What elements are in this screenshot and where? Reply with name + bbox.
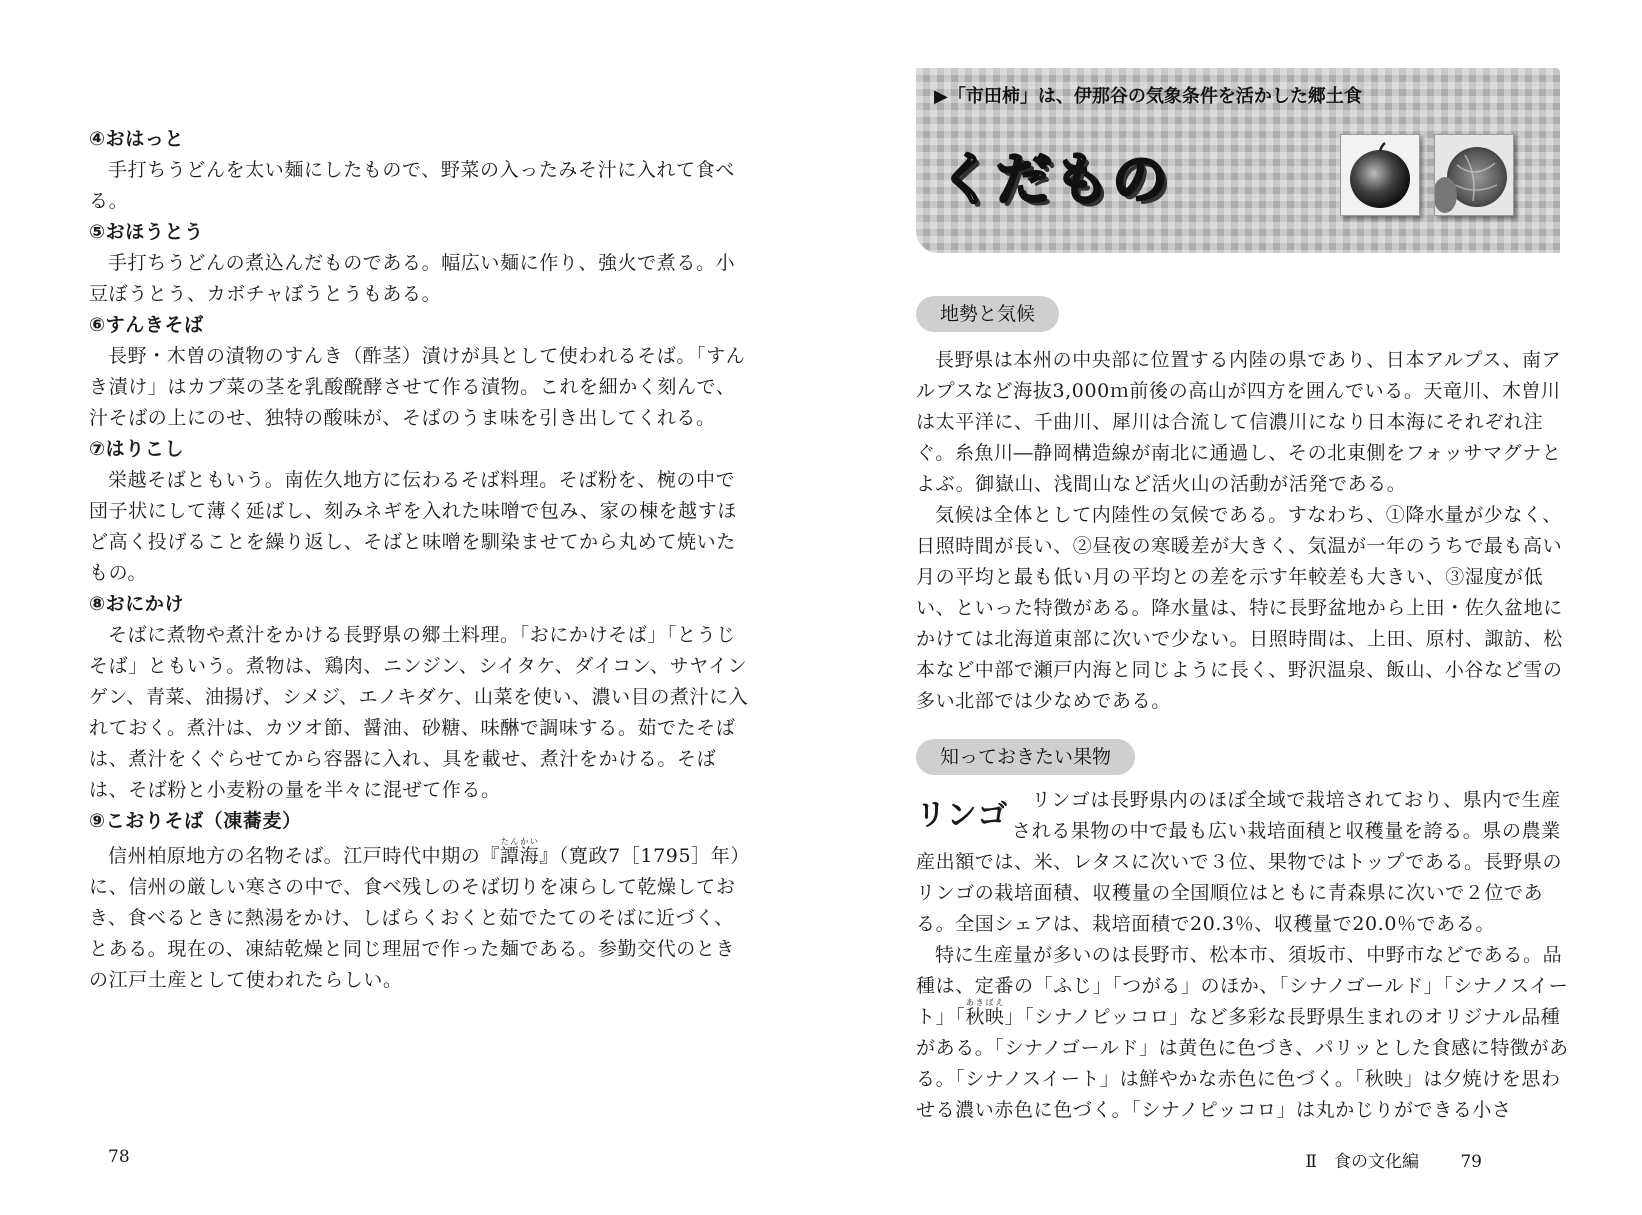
ruby-akibae xyxy=(965,998,1005,1028)
dried-persimmon-photo-icon xyxy=(1434,134,1514,216)
apple-photo-icon xyxy=(1340,134,1420,216)
left-page-content xyxy=(89,124,749,996)
item-ohatto xyxy=(89,124,749,217)
chapter-banner xyxy=(916,68,1560,253)
item-title: ⑥すんきそば xyxy=(89,314,204,336)
banner-subtitle: ▶「市田柿」は、伊那谷の気象条件を活かした郷土食 xyxy=(934,86,1362,107)
section-label: Ⅱ 食の文化編 xyxy=(1305,1152,1419,1172)
terrain-paragraph: 長野県は本州の中央部に位置する内陸の県であり、日本アルプス、南アルプスなど海抜3,000ｍ前後の高山が四方を囲んでいる。天竜川、木曽川は太平洋に、千曲川、犀川は合流して信濃川になり日本海にそれぞれ注ぐ。糸魚川―静岡構造線が南北に通過し、その北東側をフォッサマグナとよぶ。御嶽山、浅間山など活火山の活動が活発である。 xyxy=(916,349,1562,495)
item-title: ⑧おにかけ xyxy=(89,593,185,615)
section-heading-terrain-climate: 地勢と気候 xyxy=(916,296,1059,332)
ruby-base: 秋映 xyxy=(965,1006,1005,1028)
item-title: ⑨こおりそば（凍蕎麦） xyxy=(89,810,302,832)
ruby-tankai xyxy=(500,837,540,867)
item-title: ④おはっと xyxy=(89,128,185,150)
item-harikoshi xyxy=(89,434,749,589)
item-text: 栄越そばともいう。南佐久地方に伝わるそば料理。そば粉を、椀の中で団子状にして薄く延ばし、刻みネギを入れた味噌で包み、家の棟を越すほど高く投げることを繰り返し、そばと味噌を馴染ませてから丸めて焼いたもの。 xyxy=(89,469,737,584)
page-number-left: 78 xyxy=(108,1147,130,1167)
text-segment: リンゴは長野県内のほぼ全域で栽培されており、県内で生産される果物の中で最も広い栽培面積と収穫量を誇る。県の農業産出額では、米、レタスに次いで３位、果物ではトップである。長野県のリンゴの栽培面積、収穫量の全国順位はともに青森県に次いで２位である。全国シェアは、栽培面積で20.3％、収穫量で20.0％である。 xyxy=(916,789,1563,935)
ruby-base: 譚海 xyxy=(500,845,540,867)
text-segment: 特に生産量が多いのは長野市、松本市、須坂市、中野市などである。品種は、定番の「ふじ」「つがる」のほか、「シナノゴールド」「シナノスイート」「 xyxy=(916,944,1569,1028)
folio-right xyxy=(1305,1147,1482,1172)
item-koorisoba xyxy=(89,806,749,996)
text-segment: 信州柏原地方の名物そば。江戸時代中期の『 xyxy=(108,845,501,867)
banner-title: くだもの xyxy=(938,148,1170,213)
item-text: 手打ちうどんを太い麺にしたもので、野菜の入ったみそ汁に入れて食べる。 xyxy=(89,159,735,212)
item-onikake xyxy=(89,589,749,806)
item-text xyxy=(89,837,749,996)
apple-label: リンゴ xyxy=(916,798,1008,833)
apple-paragraph-1 xyxy=(916,785,1576,940)
ruby-reading: あきばえ xyxy=(965,998,1005,1007)
item-text: 手打ちうどんの煮込んだものである。幅広い麺に作り、強火で煮る。小豆ぼうとう、カボチャぼうとうもある。 xyxy=(89,252,736,305)
item-text: そばに煮物や煮汁をかける長野県の郷土料理。「おにかけそば」「とうじそば」ともいう。煮物は、鶏肉、ニンジン、シイタケ、ダイコン、サヤインゲン、青菜、油揚げ、シメジ、エノキダケ、山菜を使い、濃い目の煮汁に入れておく。煮汁は、カツオ節、醤油、砂糖、味醂で調味する。茹でたそばは、煮汁をくぐらせてから容器に入れ、具を載せ、煮汁をかける。そばは、そば粉と小麦粉の量を半々に混ぜて作る。 xyxy=(89,624,749,801)
item-sunkisoba xyxy=(89,310,749,434)
item-title: ⑤おほうとう xyxy=(89,221,204,243)
text-segment: 」「シナノピッコロ」など多彩な長野県生まれのオリジナル品種がある。「シナノゴールド」は黄色に色づき、パリッとした食感に特徴がある。「シナノスイート」は鮮やかな赤色に色づく。「秋映」は夕焼けを思わせる濃い赤色に色づく。「シナノピッコロ」は丸かじりができる小さ xyxy=(916,1006,1569,1121)
section-heading-fruits: 知っておきたい果物 xyxy=(916,739,1135,775)
apple-paragraph-2 xyxy=(916,940,1576,1126)
ruby-reading: たんかい xyxy=(500,837,540,846)
item-title: ⑦はりこし xyxy=(89,438,185,460)
page-number-right: 79 xyxy=(1460,1152,1482,1172)
climate-paragraph: 気候は全体として内陸性の気候である。すなわち、①降水量が少なく、日照時間が長い、②昼夜の寒暖差が大きく、気温が一年のうちで最も高い月の平均と最も低い月の平均との差を示す年較差も大きい、③湿度が低い、といった特徴がある。降水量は、特に長野盆地から上田・佐久盆地にかけては北海道東部に次いで少ない。日照時間は、上田、原村、諏訪、松本など中部で瀬戸内海と同じように長く、野沢温泉、飯山、小谷など雪の多い北部では少なめである。 xyxy=(916,504,1563,712)
text-segment: 』（寛政7［1795］年）に、信州の厳しい寒さの中で、食べ残しのそば切りを凍らして乾燥しておき、食べるときに熱湯をかけ、しばらくおくと茹でたてのそばに近づく、とある。現在の、凍結乾燥と同じ理屈で作った麺である。参勤交代のときの江戸土産として使われたらしい。 xyxy=(89,845,741,991)
fruits-text xyxy=(916,785,1576,1126)
item-text: 長野・木曽の漬物のすんき（酢茎）漬けが具として使われるそば。「すんき漬け」はカブ菜の茎を乳酸醗酵させて作る漬物。これを細かく刻んで、汁そばの上にのせ、独特の酸味が、そばのうま味を引き出してくれる。 xyxy=(89,345,746,429)
item-ohoutou xyxy=(89,217,749,310)
terrain-climate-text xyxy=(916,345,1576,717)
